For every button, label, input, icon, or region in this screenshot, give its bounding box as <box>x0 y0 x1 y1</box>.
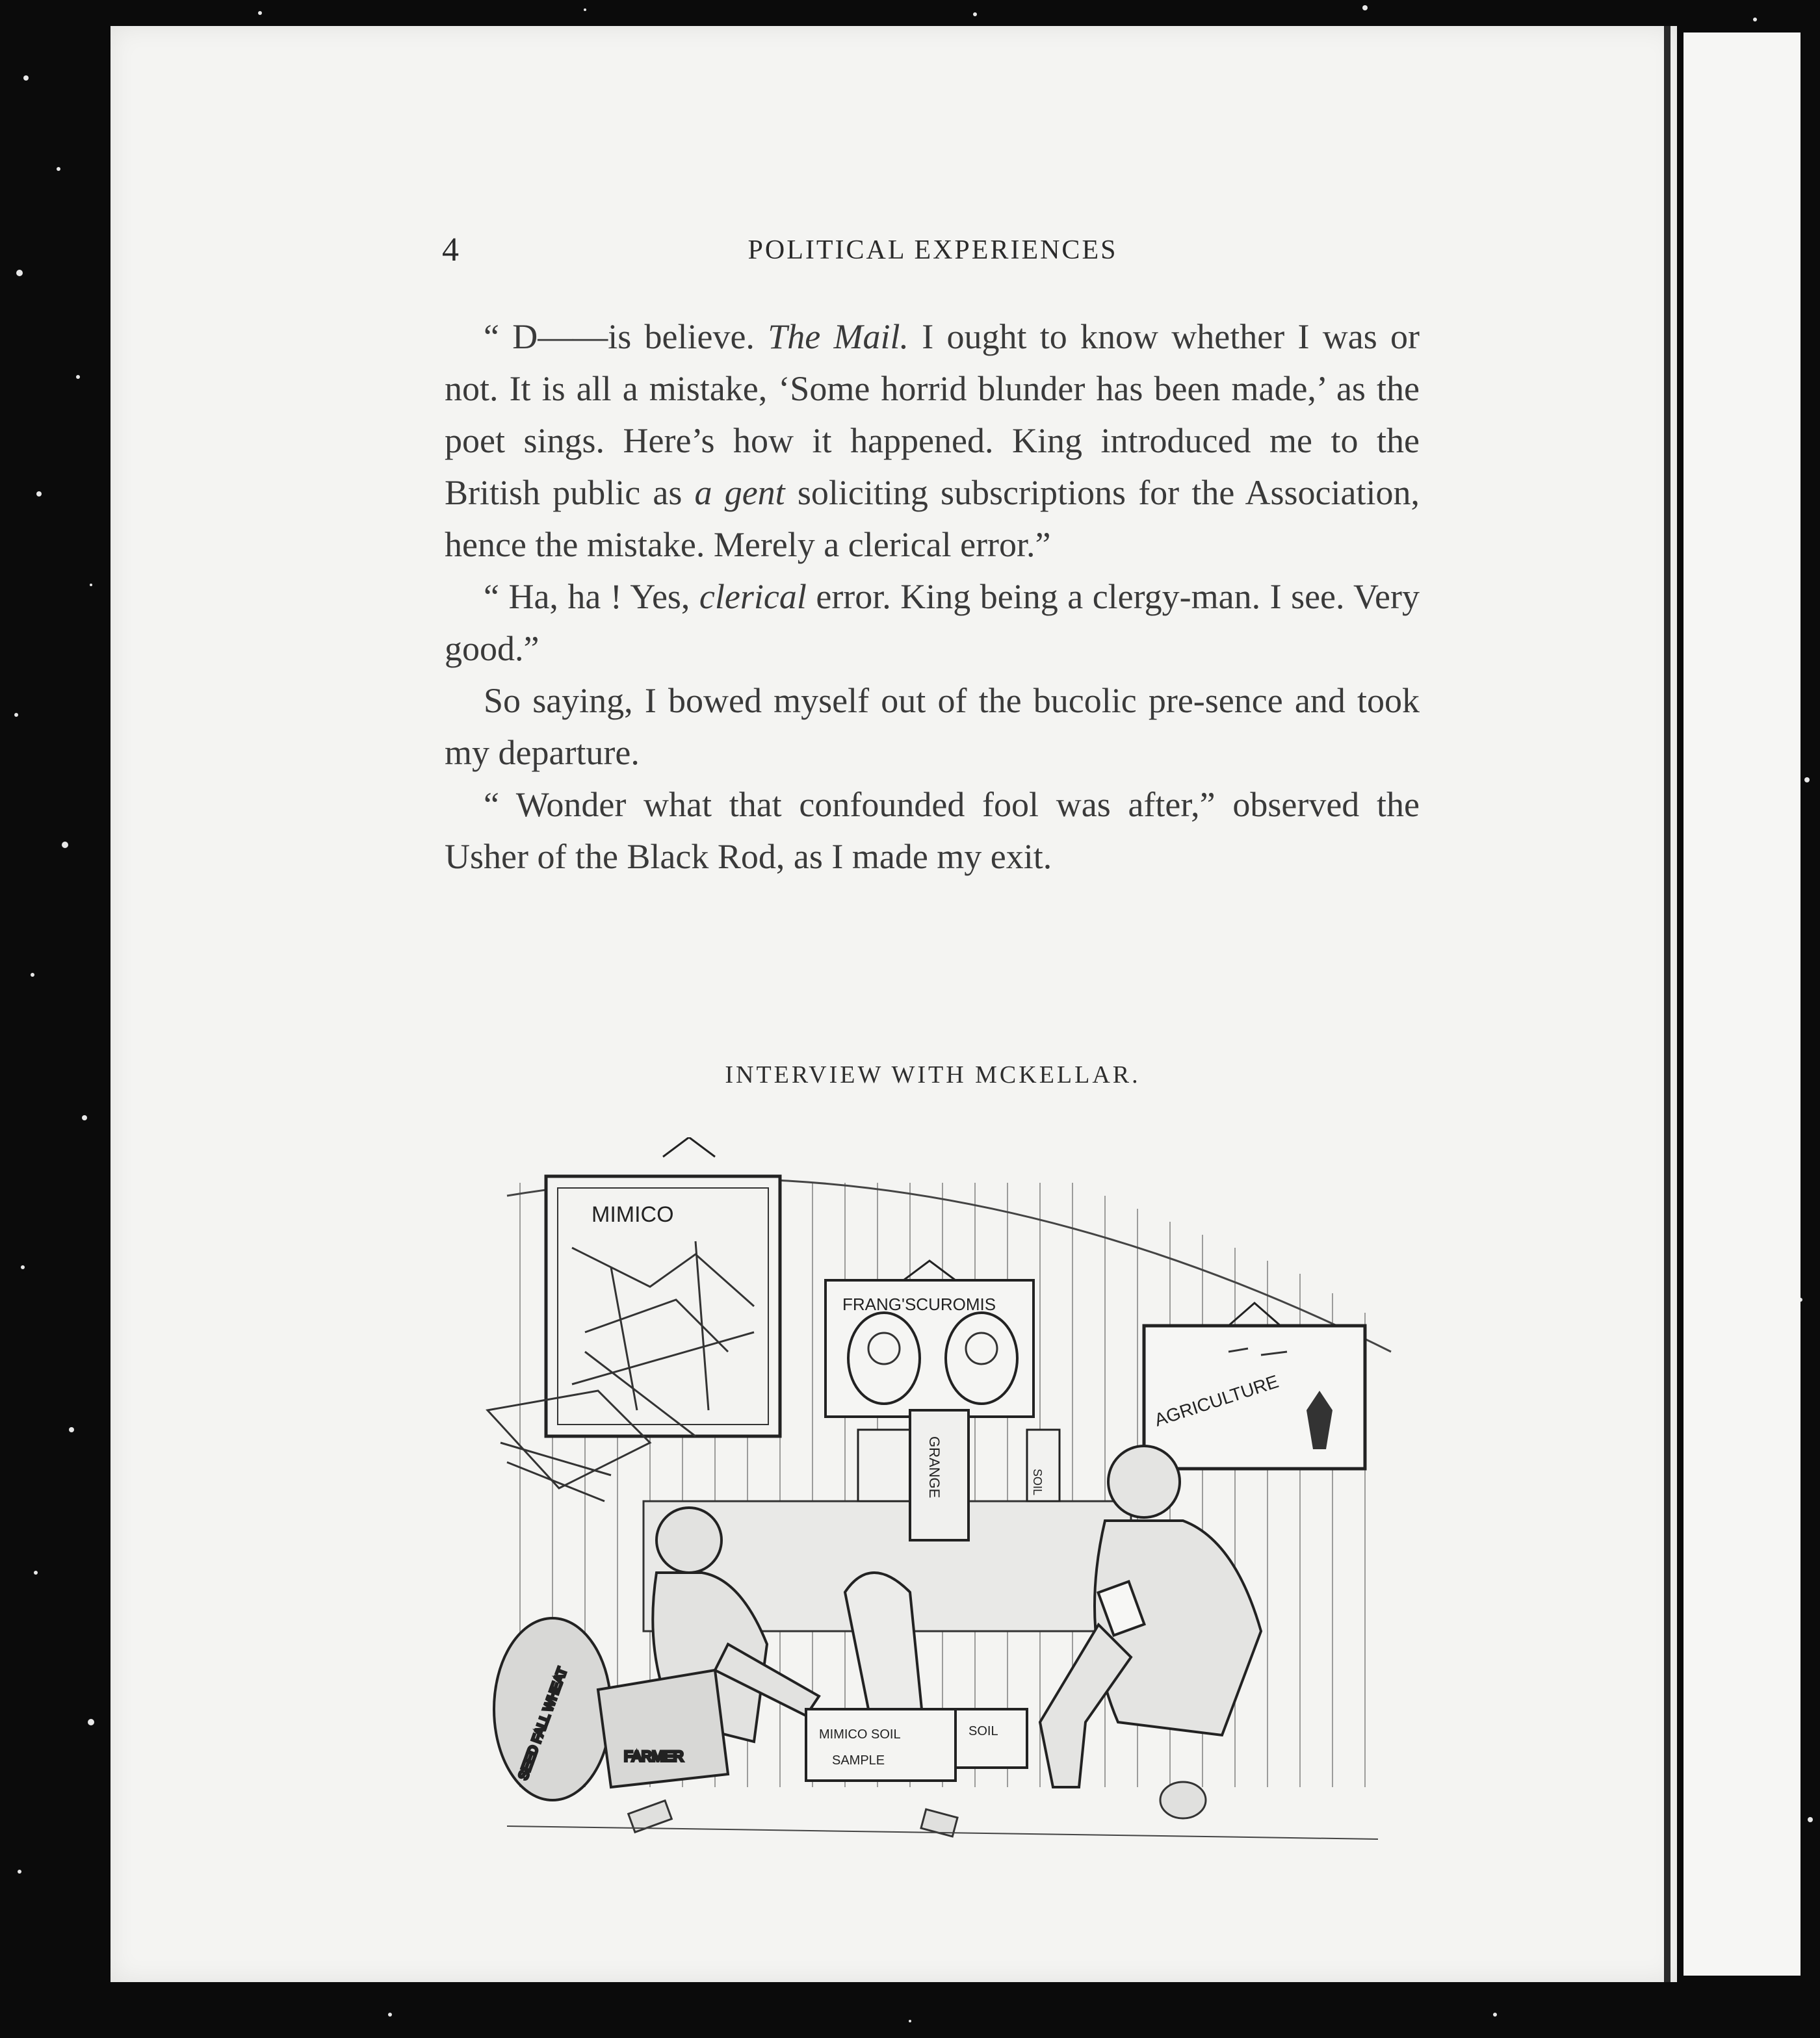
body-text <box>445 311 1420 883</box>
running-head: POLITICAL EXPERIENCES <box>748 235 1118 265</box>
crate-sub-label: SAMPLE <box>832 1753 885 1768</box>
newspaper-title: The Mail. <box>768 317 909 356</box>
map-label: MIMICO <box>592 1202 674 1227</box>
agriculture-picture <box>1144 1303 1365 1469</box>
sack-label: FARMER <box>624 1748 684 1764</box>
floor-debris <box>507 1782 1378 1839</box>
jar-label: SOIL <box>1031 1469 1044 1496</box>
emphasis: a gent <box>694 473 785 512</box>
illustration-caption: INTERVIEW WITH MCKELLAR. <box>725 1061 1141 1089</box>
portrait-label: FRANG'SCUROMIS <box>842 1295 996 1314</box>
paragraph-1: “ D——is believe. The Mail. I ought to know whether I was or not. It is all a mistake, ‘Some horrid blunder has been made,’ as the poet sings. Here’s how it happened. King introduced me to the British public as a gent soliciting subscriptions for the Association, hence the mistake. Merely a clerical error.” <box>445 317 1420 564</box>
facing-page-edge <box>1684 32 1800 1976</box>
soil-sample-crate <box>806 1709 1027 1781</box>
paragraph-4: “ Wonder what that confounded fool was after,” observed the Usher of the Black Rod, as I made my exit. <box>445 785 1420 876</box>
paragraph-2: “ Ha, ha ! Yes, clerical error. King being a clergy-man. I see. Very good.” <box>445 577 1420 668</box>
agriculture-label: AGRICULTURE <box>1152 1371 1281 1430</box>
mimico-map <box>546 1137 780 1436</box>
crate-label: MIMICO SOIL <box>819 1727 901 1742</box>
portrait-frame <box>826 1261 1034 1417</box>
emphasis: clerical <box>699 577 807 616</box>
chair <box>845 1573 923 1722</box>
paragraph-3: So saying, I bowed myself out of the bucolic pre-sence and took my departure. <box>445 681 1420 772</box>
page-header <box>442 231 1424 270</box>
woodcut-illustration <box>481 1137 1404 1859</box>
page-number: 4 <box>442 231 461 268</box>
barrel-label: GRANGE <box>926 1436 942 1499</box>
bag-label: SEED FALL WHEAT <box>516 1665 571 1782</box>
page-gutter <box>1664 26 1670 1982</box>
soil-box-label: SOIL <box>968 1724 998 1738</box>
